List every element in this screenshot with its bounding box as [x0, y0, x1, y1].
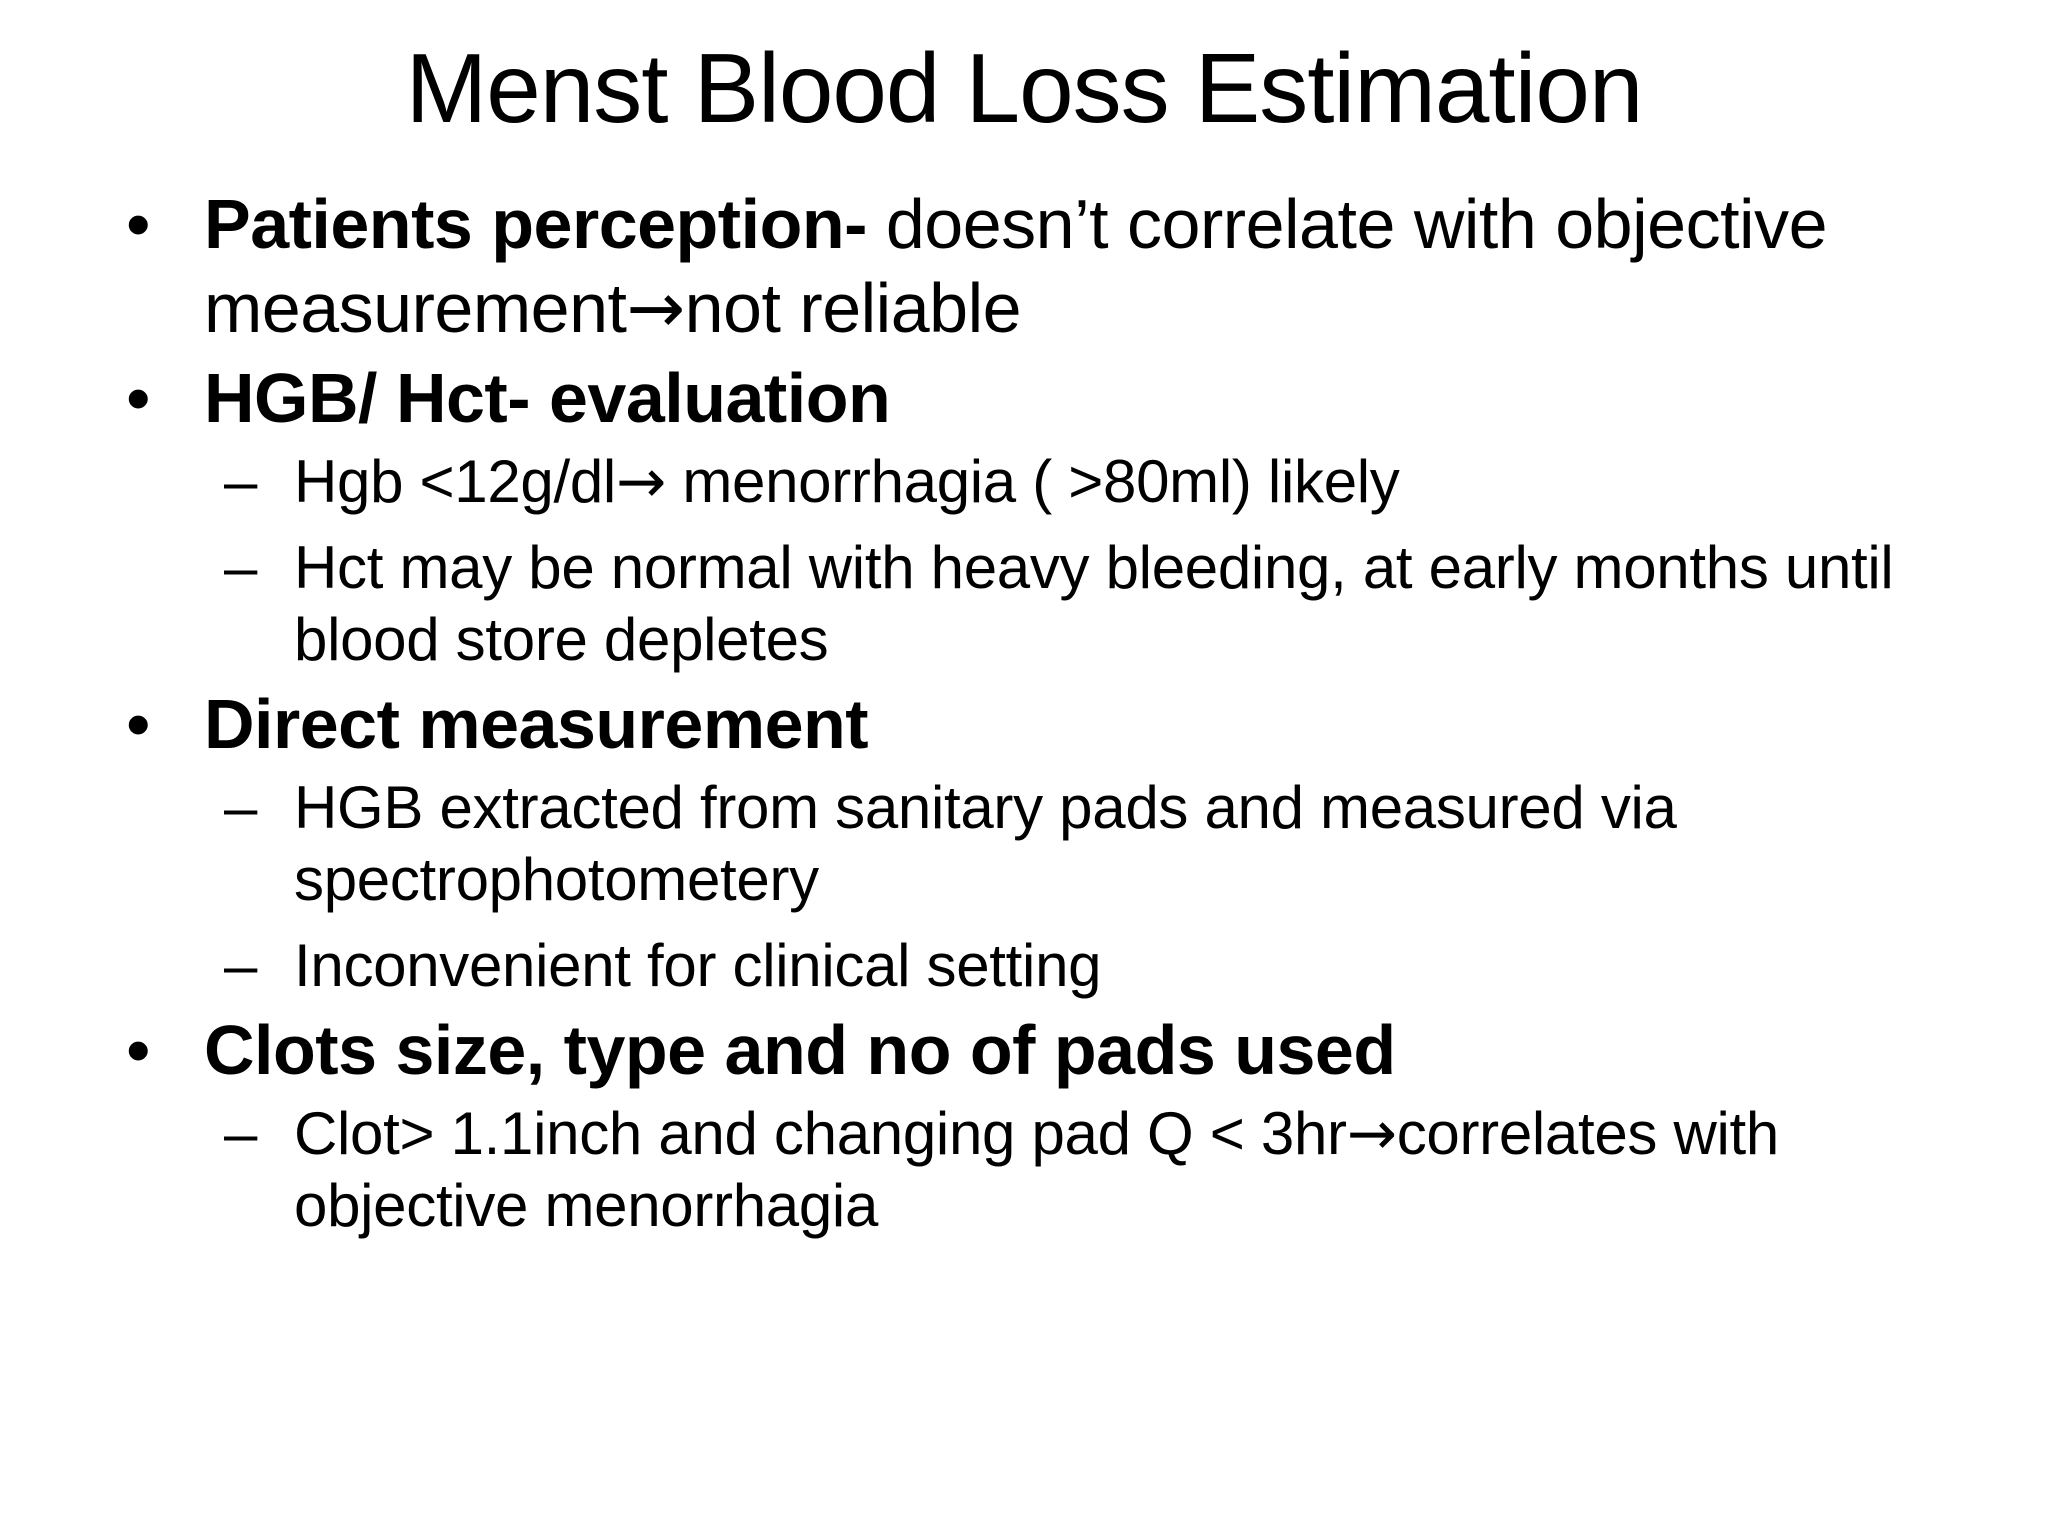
dash-icon: –: [224, 932, 258, 999]
sub-item-hgb-threshold: [120, 446, 1920, 518]
bullet-dot-icon: •: [126, 359, 151, 437]
bullet-list: [120, 182, 1920, 1248]
dash-icon: –: [224, 1100, 258, 1167]
sub-item-hct-normal: [120, 532, 1920, 676]
bullet-direct-measurement: [120, 682, 1920, 766]
bullet-patients-perception: [120, 182, 1920, 350]
sub-list-hgb-hct: [120, 446, 1920, 676]
sub-item-clot-threshold: [120, 1098, 1920, 1242]
sub-item-inconvenient: [120, 930, 1920, 1002]
sub-list-direct-measurement: [120, 772, 1920, 1002]
sub-text-after-arrow: menorrhagia ( >80ml) likely: [665, 448, 1400, 515]
dash-icon: –: [224, 534, 258, 601]
bullet-heading: Clots size, type and no of pads used: [204, 1011, 1396, 1089]
bullet-text-after-arrow: not reliable: [684, 269, 1022, 347]
bullet-hgb-hct: [120, 356, 1920, 440]
dash-icon: –: [224, 774, 258, 841]
sub-text: HGB extracted from sanitary pads and measured via spectrophotometery: [294, 774, 1677, 913]
right-arrow-icon: →: [1346, 1099, 1397, 1169]
sub-text: Clot> 1.1inch and changing pad Q < 3hr: [294, 1100, 1347, 1167]
right-arrow-icon: →: [626, 267, 685, 349]
sub-text: Hct may be normal with heavy bleeding, at early months until blood store depletes: [294, 534, 1894, 673]
bullet-heading: HGB/ Hct- evaluation: [204, 359, 891, 437]
bullet-dot-icon: •: [126, 185, 151, 263]
dash-icon: –: [224, 448, 258, 515]
bullet-heading: Patients perception-: [204, 185, 867, 263]
sub-text: Hgb <12g/dl: [294, 448, 616, 515]
sub-text: Inconvenient for clinical setting: [294, 932, 1102, 999]
bullet-text: doesn’t correlate with objective measurement: [204, 185, 1828, 347]
bullet-dot-icon: •: [126, 1011, 151, 1089]
bullet-heading: Direct measurement: [204, 685, 869, 763]
sub-text-after-arrow: correlates with objective menorrhagia: [294, 1100, 1779, 1239]
sub-item-hgb-extracted: [120, 772, 1920, 916]
bullet-dot-icon: •: [126, 685, 151, 763]
sub-list-clots: [120, 1098, 1920, 1242]
slide-title: Menst Blood Loss Estimation: [405, 33, 1643, 143]
bullet-clots-size: [120, 1008, 1920, 1092]
right-arrow-icon: →: [615, 447, 666, 517]
